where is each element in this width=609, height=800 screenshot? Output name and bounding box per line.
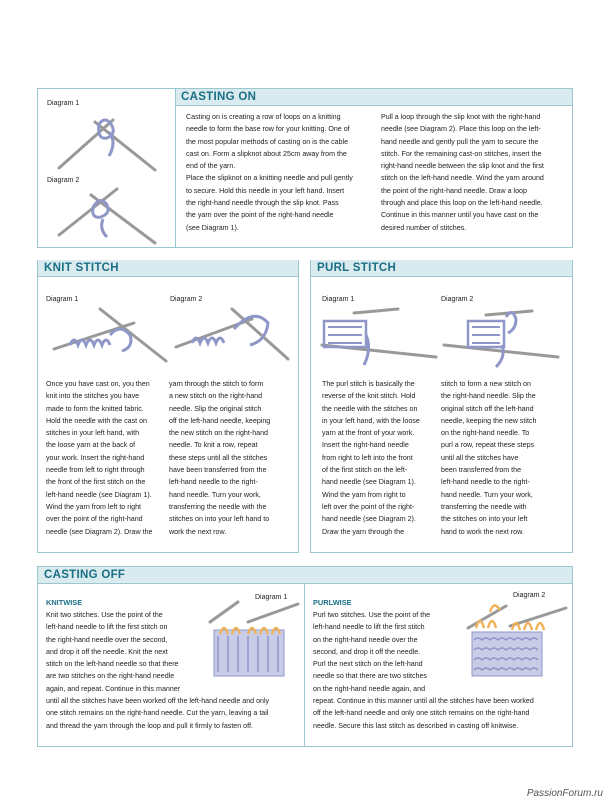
text-line: (see Diagram 1). <box>186 223 239 232</box>
text-line: left-hand needle to the right- <box>441 478 530 487</box>
text-line: been transferred from the <box>441 466 522 475</box>
text-line: Wind the yarn from right to <box>322 490 406 499</box>
knit-diagram2-label: Diagram 2 <box>170 296 203 303</box>
text-line: Continue in this manner until you have cast on the <box>381 211 539 220</box>
text-line: the right-hand needle through the slip knot. Pass <box>186 199 339 208</box>
text-line: cast on. Form a slipknot about 25cm away from the <box>186 149 347 158</box>
casting-on-diagram1-label: Diagram 1 <box>47 100 80 107</box>
text-line: the yarn over the point of the right-hand needle <box>186 211 334 220</box>
text-line: the new stitch on the right-hand <box>169 429 268 438</box>
text-line: stitch on the left-hand needle. Wind the yarn around <box>381 174 544 183</box>
text-line: and drop it off the needle. Knit the next <box>46 647 168 656</box>
text-line: needle from left to right through <box>46 466 145 475</box>
text-line: yarn through the stitch to form <box>169 380 264 388</box>
casting-on-diagram1 <box>55 110 165 175</box>
text-line: are two stitches on the right-hand needle <box>46 672 175 681</box>
text-line: the front of the first stitch on the <box>46 478 146 487</box>
text-line: made to form the knitted fabric. <box>46 404 144 413</box>
casting-on-diagram2-label: Diagram 2 <box>47 177 80 184</box>
text-line: the needle with the stitches on <box>322 404 418 413</box>
knitwise-text-narrow <box>46 609 216 695</box>
purl-text-col2 <box>441 378 569 538</box>
text-line: end of the yarn. <box>186 162 236 171</box>
text-line: until all the stitches have been worked off the left-hand needle and only <box>46 697 270 705</box>
text-line: purl a row, repeat these steps <box>441 441 535 450</box>
text-line: on the right-hand needle over the <box>313 635 418 644</box>
text-line: second, and drop it off the needle. <box>313 647 421 656</box>
purl-diagram2-label: Diagram 2 <box>441 296 474 303</box>
purl-diagram1-label: Diagram 1 <box>322 296 355 303</box>
text-line: stitches on into your left hand to <box>169 515 270 524</box>
text-line: hand needle. Turn your work, <box>169 490 261 499</box>
purlwise-diagram <box>466 598 568 680</box>
text-line: from right to left into the front <box>322 453 413 462</box>
text-line: the point of the right-hand needle. Draw a loop <box>381 186 527 195</box>
text-line: needle so that there are two stitches <box>313 672 427 681</box>
text-line: The purl stitch is basically the <box>322 380 415 388</box>
text-line: the most popular methods of casting on is the cable <box>186 137 349 146</box>
knitwise-diagram-label: Diagram 1 <box>255 594 288 601</box>
text-line: hand needle. Turn your work, <box>441 490 533 499</box>
text-line: hand needle (see Diagram 1). <box>322 478 416 487</box>
text-line: stitch. For the remaining cast-on stitches, insert the <box>381 149 542 158</box>
text-line: needle to form the base row for your knitting. One of <box>186 125 350 134</box>
casting-on-divider <box>175 89 176 247</box>
knit-text-col1 <box>46 378 168 538</box>
text-line: to secure. Hold this needle in your left hand. Insert <box>186 186 345 195</box>
text-line: one stitch remains on the right-hand needle. Cut the yarn, leaving a tail <box>46 709 269 718</box>
text-line: knit into the stitches you have <box>46 392 140 401</box>
text-line: off the left-hand needle and only one stitch remains on the right-hand <box>313 709 530 718</box>
text-line: the stitches on into your left <box>441 515 528 524</box>
purlwise-diagram-label: Diagram 2 <box>513 592 546 599</box>
casting-off-divider <box>304 584 305 746</box>
purl-diagram2 <box>440 305 565 370</box>
knitwise-diagram <box>208 600 300 680</box>
text-line: left-hand needle to lift the first stitch <box>313 623 425 632</box>
text-line: the loose yarn at the back of <box>46 441 136 450</box>
casting-on-text-col1 <box>186 111 381 234</box>
text-line: transferring the needle with <box>441 502 527 511</box>
text-line: Draw the yarn through the <box>322 527 405 536</box>
text-line: the right-hand needle over the second, <box>46 635 168 644</box>
text-line: through and place this loop on the left-hand needle. <box>381 199 543 208</box>
text-line: needle (see Diagram 2). Place this loop on the left- <box>381 125 541 134</box>
casting-on-text-col2 <box>381 111 571 234</box>
casting-off-header: CASTING OFF <box>38 567 572 584</box>
text-line: needle (see Diagram 2). Draw the <box>46 527 153 536</box>
text-line: of the first stitch on the left- <box>322 466 408 475</box>
text-line: work the next row. <box>169 527 227 536</box>
text-line: Insert the right-hand needle <box>322 441 409 450</box>
text-line: needle, keeping the new stitch <box>441 416 537 425</box>
purl-diagram1 <box>318 305 443 370</box>
text-line: needle. Secure this last stitch as described in casting off knitwise. <box>313 721 519 730</box>
text-line: until all the stitches have <box>441 453 519 462</box>
text-line: Purl two stitches. Use the point of the <box>313 611 431 619</box>
purlwise-heading: PURLWISE <box>313 598 352 607</box>
text-line: stitch on the left-hand needle so that there <box>46 660 179 669</box>
text-line: hand needle and gently pull the yarn to secure the <box>381 137 539 146</box>
knit-diagram1 <box>50 305 170 370</box>
text-line: and thread the yarn through the loop and pull it firmly to fasten off. <box>46 721 253 730</box>
text-line: Once you have cast on, you then <box>46 380 150 388</box>
purlwise-text-wide <box>313 695 571 732</box>
text-line: in your left hand, with the loose <box>322 416 420 425</box>
knit-text-col2 <box>169 378 294 538</box>
text-line: on the right-hand needle. To <box>441 429 530 438</box>
text-line: again, and repeat. Continue in this manner <box>46 684 181 693</box>
text-line: a new stitch on the right-hand <box>169 392 263 401</box>
text-line: off the left-hand needle, keeping <box>169 416 271 425</box>
text-line: yarn at the front of your work. <box>322 429 415 438</box>
text-line: Pull a loop through the slip knot with the right-hand <box>381 113 541 121</box>
text-line: needle. To knit a row, repeat <box>169 441 258 450</box>
text-line: the right-hand needle. Slip the <box>441 392 536 401</box>
text-line: have been transferred from the <box>169 466 267 475</box>
text-line: desired number of stitches. <box>381 223 467 232</box>
purlwise-text-narrow <box>313 609 473 695</box>
text-line: stitches in your left hand, with <box>46 429 140 438</box>
knit-diagram2 <box>172 305 292 370</box>
text-line: Purl the next stitch on the left-hand <box>313 660 423 669</box>
text-line: reverse of the knit stitch. Hold <box>322 392 416 401</box>
text-line: left over the point of the right- <box>322 502 415 511</box>
text-line: repeat. Continue in this manner until all the stitches have been worked <box>313 697 534 705</box>
text-line: left-hand needle to lift the first stitch on <box>46 623 168 632</box>
text-line: left-hand needle to the right- <box>169 478 258 487</box>
text-line: Hold the needle with the cast on <box>46 416 147 425</box>
text-line: Casting on is creating a row of loops on a knitting <box>186 113 341 121</box>
text-line: left-hand needle (see Diagram 1). <box>46 490 152 499</box>
knitwise-heading: KNITWISE <box>46 598 83 607</box>
text-line: on the right-hand needle again, and <box>313 684 426 693</box>
text-line: Wind the yarn from left to right <box>46 502 142 511</box>
knitwise-text-wide <box>46 695 301 732</box>
text-line: needle. Slip the original stitch <box>169 404 262 413</box>
knit-diagram1-label: Diagram 1 <box>46 296 79 303</box>
text-line: stitch to form a new stitch on <box>441 380 531 388</box>
casting-on-header: CASTING ON <box>175 89 572 106</box>
text-line: transferring the needle with the <box>169 502 267 511</box>
text-line: Knit two stitches. Use the point of the <box>46 611 163 619</box>
purl-stitch-header: PURL STITCH <box>310 260 573 277</box>
knit-stitch-header: KNIT STITCH <box>37 260 299 277</box>
text-line: right-hand needle between the slip knot and the first <box>381 162 544 171</box>
casting-on-diagram2 <box>55 185 165 250</box>
text-line: Place the slipknot on a knitting needle and pull gently <box>186 174 353 183</box>
text-line: original stitch off the left-hand <box>441 404 534 413</box>
text-line: your work. Insert the right-hand <box>46 453 145 462</box>
text-line: hand needle (see Diagram 2). <box>322 515 416 524</box>
purl-text-col1 <box>322 378 444 538</box>
text-line: these steps until all the stitches <box>169 453 268 462</box>
text-line: hand to work the next row. <box>441 527 524 536</box>
watermark: PassionForum.ru <box>526 788 603 799</box>
text-line: over the point of the right-hand <box>46 515 143 524</box>
